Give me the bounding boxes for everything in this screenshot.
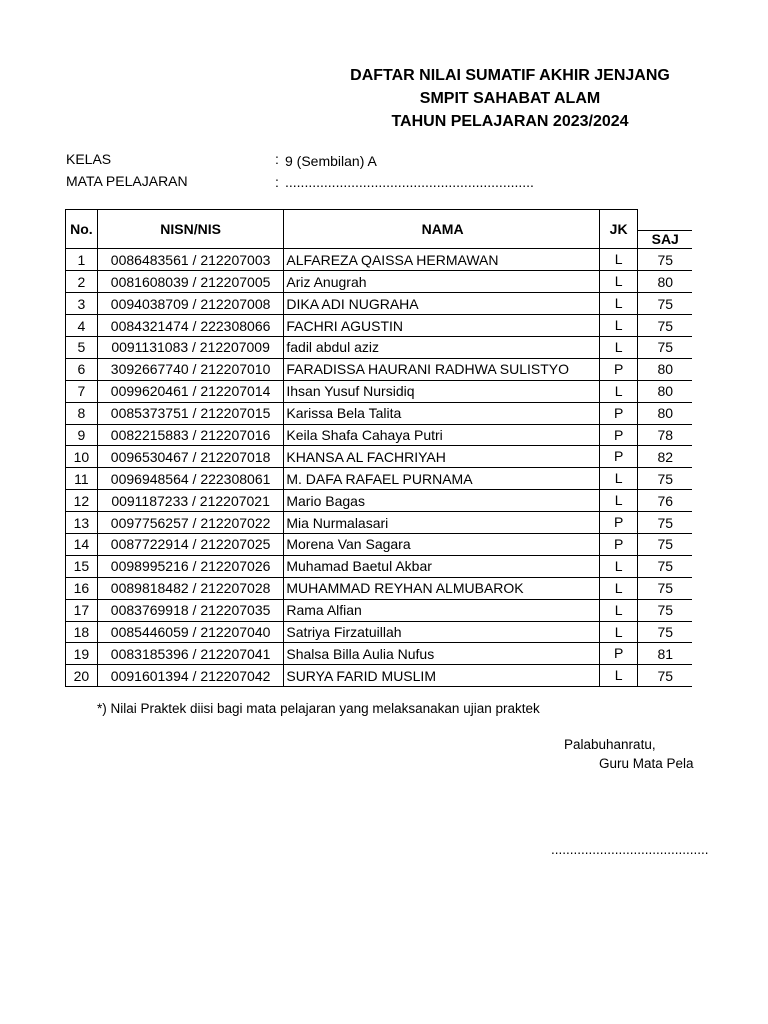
- row-nama: Satriya Firzatuillah: [284, 621, 599, 643]
- row-number: 1: [66, 249, 98, 271]
- row-nisn: 0084321474 / 222308066: [97, 315, 284, 337]
- row-number: 3: [66, 293, 98, 315]
- row-jk: L: [599, 665, 638, 687]
- signature-place: Palabuhanratu,: [564, 737, 656, 752]
- row-jk: L: [599, 621, 638, 643]
- row-nama: Morena Van Sagara: [284, 533, 599, 555]
- table-row: [66, 599, 693, 621]
- table-row: [66, 490, 693, 512]
- row-nisn: 0081608039 / 212207005: [97, 271, 284, 293]
- row-nama: Rama Alfian: [284, 599, 599, 621]
- row-number: 17: [66, 599, 98, 621]
- kelas-value: 9 (Sembilan) A: [285, 153, 377, 169]
- row-nisn: 0094038709 / 212207008: [97, 293, 284, 315]
- kelas-separator: :: [275, 151, 279, 167]
- row-nama: ALFAREZA QAISSA HERMAWAN: [284, 249, 599, 271]
- row-number: 13: [66, 512, 98, 534]
- row-saj: 75: [638, 577, 692, 599]
- row-nisn: 0086483561 / 212207003: [97, 249, 284, 271]
- row-jk: P: [599, 424, 638, 446]
- row-nama: DIKA ADI NUGRAHA: [284, 293, 599, 315]
- table-row: [66, 271, 693, 293]
- row-saj: 75: [638, 621, 692, 643]
- row-nama: M. DAFA RAFAEL PURNAMA: [284, 468, 599, 490]
- row-number: 9: [66, 424, 98, 446]
- header-saj: SAJ: [638, 231, 692, 249]
- row-nisn: 0085446059 / 212207040: [97, 621, 284, 643]
- row-jk: L: [599, 271, 638, 293]
- row-number: 15: [66, 555, 98, 577]
- row-jk: L: [599, 315, 638, 337]
- row-saj: 75: [638, 512, 692, 534]
- row-jk: P: [599, 402, 638, 424]
- row-number: 18: [66, 621, 98, 643]
- row-jk: L: [599, 336, 638, 358]
- row-jk: P: [599, 358, 638, 380]
- row-jk: L: [599, 380, 638, 402]
- signature-role: Guru Mata Pela: [599, 756, 694, 771]
- header-nama: NAMA: [284, 210, 599, 249]
- signature-line: ..........................................: [551, 842, 709, 857]
- row-jk: L: [599, 468, 638, 490]
- row-jk: L: [599, 249, 638, 271]
- row-jk: L: [599, 490, 638, 512]
- row-nisn: 0096948564 / 222308061: [97, 468, 284, 490]
- mapel-value: ................................................................: [285, 174, 534, 190]
- row-saj: 75: [638, 533, 692, 555]
- row-number: 4: [66, 315, 98, 337]
- row-saj: 75: [638, 555, 692, 577]
- row-jk: L: [599, 599, 638, 621]
- row-nisn: 0087722914 / 212207025: [97, 533, 284, 555]
- row-nisn: 0091601394 / 212207042: [97, 665, 284, 687]
- row-number: 14: [66, 533, 98, 555]
- row-nisn: 0097756257 / 212207022: [97, 512, 284, 534]
- row-number: 12: [66, 490, 98, 512]
- row-nisn: 3092667740 / 212207010: [97, 358, 284, 380]
- table-row: [66, 643, 693, 665]
- school-name: SMPIT SAHABAT ALAM: [419, 90, 601, 107]
- row-number: 5: [66, 336, 98, 358]
- table-row: [66, 424, 693, 446]
- row-nama: Muhamad Baetul Akbar: [284, 555, 599, 577]
- row-saj: 81: [638, 643, 692, 665]
- table-row: [66, 446, 693, 468]
- row-number: 7: [66, 380, 98, 402]
- kelas-label: KELAS: [66, 151, 112, 167]
- row-nisn: 0083185396 / 212207041: [97, 643, 284, 665]
- row-nama: Mario Bagas: [284, 490, 599, 512]
- row-nisn: 0085373751 / 212207015: [97, 402, 284, 424]
- row-saj: 80: [638, 380, 692, 402]
- row-nisn: 0099620461 / 212207014: [97, 380, 284, 402]
- row-jk: P: [599, 512, 638, 534]
- row-nama: Shalsa Billa Aulia Nufus: [284, 643, 599, 665]
- row-saj: 75: [638, 293, 692, 315]
- row-nama: Keila Shafa Cahaya Putri: [284, 424, 599, 446]
- row-saj: 82: [638, 446, 692, 468]
- table-row: [66, 665, 693, 687]
- grades-table: [65, 209, 692, 687]
- row-jk: P: [599, 533, 638, 555]
- row-number: 11: [66, 468, 98, 490]
- row-nama: Mia Nurmalasari: [284, 512, 599, 534]
- row-number: 10: [66, 446, 98, 468]
- table-row: [66, 533, 693, 555]
- row-number: 20: [66, 665, 98, 687]
- table-row: [66, 293, 693, 315]
- row-nisn: 0091131083 / 212207009: [97, 336, 284, 358]
- row-nama: fadil abdul aziz: [284, 336, 599, 358]
- row-nama: MUHAMMAD REYHAN ALMUBAROK: [284, 577, 599, 599]
- row-saj: 75: [638, 665, 692, 687]
- row-number: 6: [66, 358, 98, 380]
- row-nama: KHANSA AL FACHRIYAH: [284, 446, 599, 468]
- row-saj: 80: [638, 402, 692, 424]
- row-saj: 75: [638, 336, 692, 358]
- row-nama: FARADISSA HAURANI RADHWA SULISTYO: [284, 358, 599, 380]
- header-no: No.: [66, 210, 98, 249]
- row-number: 2: [66, 271, 98, 293]
- document-title: DAFTAR NILAI SUMATIF AKHIR JENJANG: [350, 67, 670, 84]
- academic-year: TAHUN PELAJARAN 2023/2024: [391, 113, 629, 130]
- row-jk: P: [599, 446, 638, 468]
- row-jk: P: [599, 643, 638, 665]
- row-saj: 80: [638, 358, 692, 380]
- table-row: [66, 315, 693, 337]
- row-number: 19: [66, 643, 98, 665]
- row-nama: Ihsan Yusuf Nursidiq: [284, 380, 599, 402]
- header-jk: JK: [599, 210, 638, 249]
- row-nisn: 0096530467 / 212207018: [97, 446, 284, 468]
- row-nisn: 0091187233 / 212207021: [97, 490, 284, 512]
- row-saj: 75: [638, 468, 692, 490]
- mapel-separator: :: [275, 174, 279, 190]
- row-nisn: 0098995216 / 212207026: [97, 555, 284, 577]
- table-row: [66, 402, 693, 424]
- row-number: 8: [66, 402, 98, 424]
- row-jk: L: [599, 293, 638, 315]
- row-nama: FACHRI AGUSTIN: [284, 315, 599, 337]
- table-row: [66, 577, 693, 599]
- table-row: [66, 468, 693, 490]
- row-nisn: 0083769918 / 212207035: [97, 599, 284, 621]
- header-group-blank: [638, 210, 692, 231]
- row-jk: L: [599, 555, 638, 577]
- row-number: 16: [66, 577, 98, 599]
- practice-note: *) Nilai Praktek diisi bagi mata pelajaran yang melaksanakan ujian praktek: [97, 701, 540, 716]
- row-saj: 75: [638, 249, 692, 271]
- mapel-label: MATA PELAJARAN: [66, 173, 188, 189]
- table-row: [66, 380, 693, 402]
- table-row: [66, 358, 693, 380]
- table-row: [66, 512, 693, 534]
- row-nama: SURYA FARID MUSLIM: [284, 665, 599, 687]
- table-row: [66, 336, 693, 358]
- row-saj: 80: [638, 271, 692, 293]
- row-saj: 75: [638, 315, 692, 337]
- table-row: [66, 555, 693, 577]
- row-saj: 78: [638, 424, 692, 446]
- row-nama: Ariz Anugrah: [284, 271, 599, 293]
- table-row: [66, 621, 693, 643]
- row-saj: 75: [638, 599, 692, 621]
- header-nisn: NISN/NIS: [97, 210, 284, 249]
- row-nisn: 0089818482 / 212207028: [97, 577, 284, 599]
- row-nama: Karissa Bela Talita: [284, 402, 599, 424]
- table-body: [66, 249, 693, 687]
- table-row: [66, 249, 693, 271]
- row-saj: 76: [638, 490, 692, 512]
- row-nisn: 0082215883 / 212207016: [97, 424, 284, 446]
- row-jk: L: [599, 577, 638, 599]
